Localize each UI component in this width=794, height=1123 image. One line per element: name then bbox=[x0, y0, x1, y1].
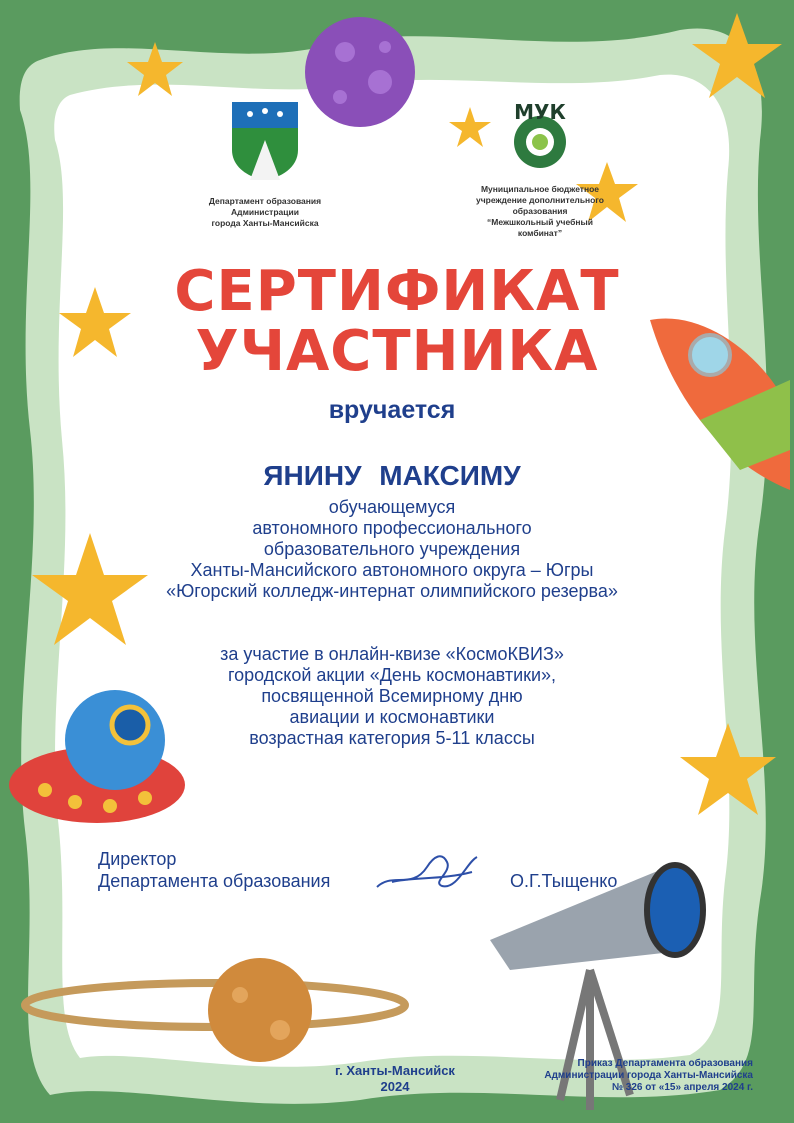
star-icon bbox=[125, 40, 185, 100]
institution-line: Ханты-Мансийского автономного округа – Югры bbox=[190, 560, 594, 580]
institution-line: образовательного учреждения bbox=[263, 539, 521, 559]
logo-caption-line: “Межшкольный учебный bbox=[487, 217, 593, 227]
logo-caption-line: комбинат” bbox=[517, 228, 563, 238]
certificate-title bbox=[0, 259, 794, 384]
signatory-role-line-2: Департамента образования bbox=[98, 871, 331, 891]
logo-caption-line: учреждение дополнительного bbox=[476, 195, 604, 205]
logo-caption-line: образования bbox=[512, 206, 568, 216]
reason-line: посвященной Всемирному дню bbox=[261, 686, 523, 706]
footer-year: 2024 bbox=[380, 1079, 410, 1094]
institution-line: «Югорский колледж-интернат олимпийского резерва» bbox=[166, 581, 618, 601]
institution-block bbox=[0, 497, 789, 602]
logo-caption-line: Администрации bbox=[231, 207, 299, 217]
signatory-name: О.Г.Тыщенко bbox=[510, 871, 618, 891]
reason-line: возрастная категория 5-11 классы bbox=[249, 728, 535, 748]
footer-order bbox=[470, 1058, 753, 1094]
logo-caption-line: Департамент образования bbox=[208, 196, 322, 206]
title-line-1: СЕРТИФИКАТ bbox=[174, 259, 620, 324]
muk-logo bbox=[455, 100, 625, 239]
order-line: Администрации города Ханты-Мансийска bbox=[544, 1070, 753, 1081]
awarded-label: вручается bbox=[328, 396, 456, 424]
reason-line: авиации и космонавтики bbox=[289, 707, 495, 727]
signatory-role-line-1: Директор bbox=[98, 849, 177, 869]
signatory-role bbox=[98, 848, 330, 892]
ringed-planet-illustration bbox=[15, 950, 415, 1080]
star-icon bbox=[690, 10, 785, 105]
reason-block bbox=[0, 644, 789, 749]
institution-line: обучающемуся bbox=[328, 497, 456, 517]
coat-of-arms-icon bbox=[230, 100, 300, 182]
order-line: № 326 от «15» апреля 2024 г. bbox=[611, 1082, 753, 1093]
muk-logo-name: МУК bbox=[514, 100, 566, 124]
title-line-2: УЧАСТНИКА bbox=[195, 319, 599, 384]
footer-city: г. Ханты-Мансийск bbox=[335, 1063, 455, 1078]
logo-caption-line: города Ханты-Мансийска bbox=[211, 218, 319, 228]
institution-line: автономного профессионального bbox=[252, 518, 532, 538]
department-logo bbox=[190, 100, 340, 229]
logo-caption-line: Муниципальное бюджетное bbox=[480, 184, 600, 194]
reason-line: за участие в онлайн-квизе «КосмоКВИЗ» bbox=[220, 644, 564, 664]
recipient-name: ЯНИНУ МАКСИМУ bbox=[263, 460, 521, 491]
order-line: Приказ Департамента образования bbox=[577, 1058, 753, 1069]
reason-line: городской акции «День космонавтики», bbox=[227, 665, 557, 685]
handwritten-signature bbox=[372, 842, 482, 897]
footer-city-year bbox=[305, 1063, 485, 1095]
